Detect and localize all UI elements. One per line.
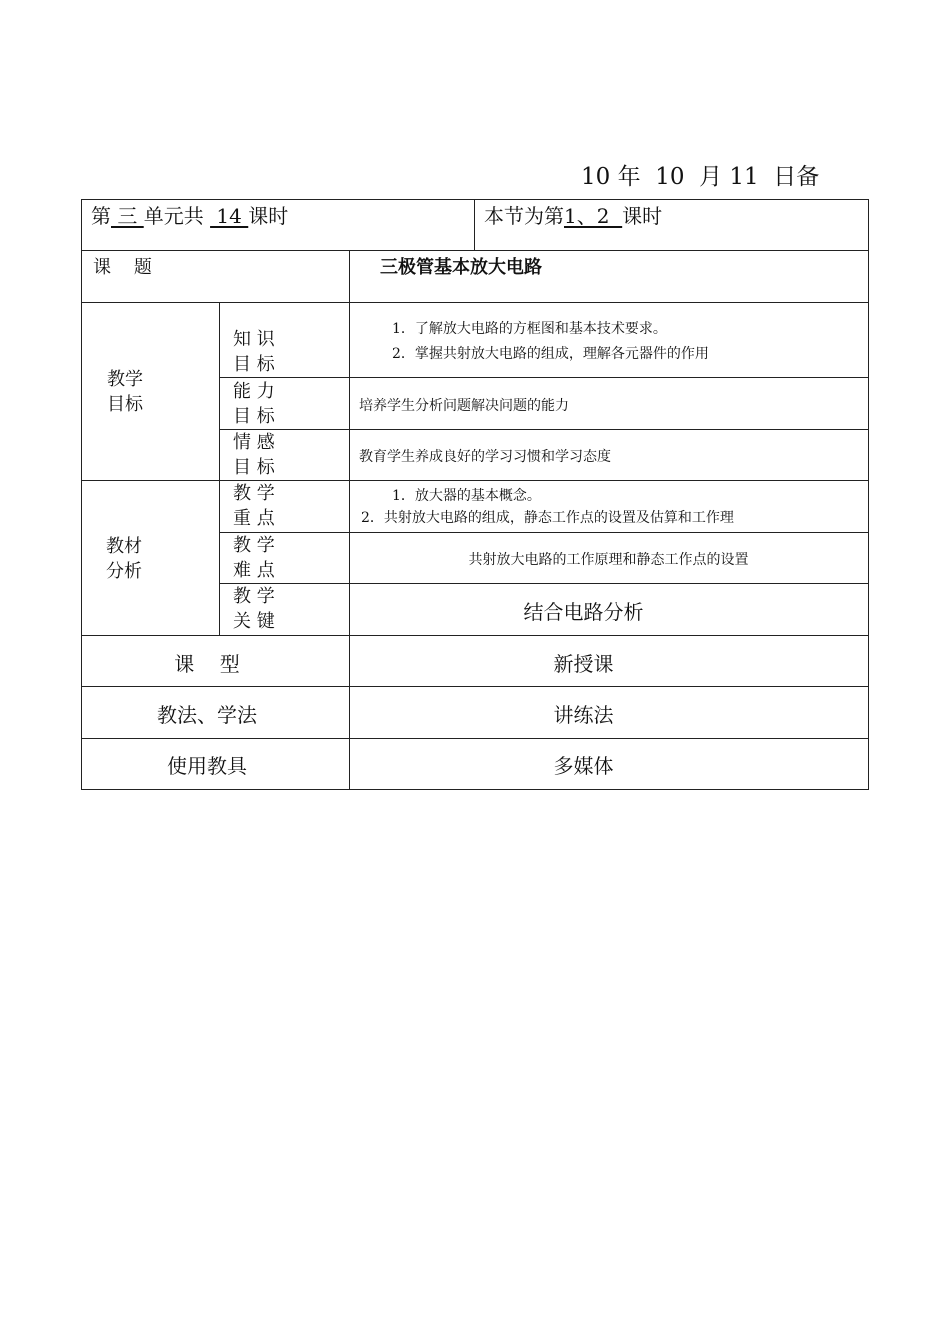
topic-label: 课 题 bbox=[93, 257, 152, 278]
unit-number: 三 bbox=[111, 204, 144, 228]
focus-label-line2: 重 点 bbox=[233, 508, 275, 529]
unit-prefix: 第 bbox=[91, 204, 111, 228]
unit-mid: 单元共 bbox=[143, 204, 211, 228]
difficulty-label-line1: 教 学 bbox=[233, 535, 275, 556]
emotion-goal-label bbox=[233, 430, 275, 480]
knowledge-item-2: 2．掌握共射放大电路的组成，理解各元器件的作用 bbox=[392, 346, 709, 362]
knowledge-label-line2: 目 标 bbox=[233, 354, 275, 375]
analysis-label bbox=[106, 534, 142, 584]
emotion-label-line2: 目 标 bbox=[233, 457, 275, 478]
section-suffix: 课时 bbox=[622, 204, 663, 228]
key-label-line1: 教 学 bbox=[233, 586, 275, 607]
focus-label-line1: 教 学 bbox=[233, 483, 275, 504]
knowledge-goal-label bbox=[233, 327, 275, 377]
key-label-line2: 关 键 bbox=[233, 611, 275, 632]
analysis-label-line2: 分析 bbox=[106, 561, 142, 582]
unit-suffix: 课时 bbox=[248, 204, 289, 228]
tools-value: 多媒体 bbox=[553, 754, 614, 778]
date-line: 10 年 10 月 11 日备 bbox=[581, 164, 820, 190]
focus-item-1: 1．放大器的基本概念。 bbox=[392, 488, 541, 504]
section-number: 1、2 bbox=[564, 204, 623, 228]
type-value: 新授课 bbox=[553, 652, 614, 676]
topic-value: 三极管基本放大电路 bbox=[380, 257, 542, 278]
ability-label-line2: 目 标 bbox=[233, 406, 275, 427]
key-text: 结合电路分析 bbox=[523, 600, 644, 624]
goals-label-line1: 教学 bbox=[107, 369, 143, 390]
unit-info bbox=[91, 200, 288, 229]
ability-goal-label bbox=[233, 379, 275, 429]
difficulty-label-line2: 难 点 bbox=[233, 560, 275, 581]
goals-label bbox=[107, 367, 143, 417]
total-hours: 14 bbox=[210, 204, 249, 228]
ability-goal-text: 培养学生分析问题解决问题的能力 bbox=[359, 398, 569, 414]
focus-label bbox=[233, 481, 275, 531]
section-info bbox=[484, 200, 662, 229]
emotion-label-line1: 情 感 bbox=[233, 432, 275, 453]
tools-label: 使用教具 bbox=[167, 754, 247, 778]
method-value: 讲练法 bbox=[553, 703, 614, 727]
section-prefix: 本节为第 bbox=[484, 204, 564, 228]
knowledge-item-1: 1．了解放大电路的方框图和基本技术要求。 bbox=[392, 321, 667, 337]
type-label: 课 型 bbox=[174, 652, 240, 676]
knowledge-label-line1: 知 识 bbox=[233, 329, 275, 350]
focus-item-2: 2．共射放大电路的组成，静态工作点的设置及估算和工作理 bbox=[361, 510, 734, 526]
difficulty-label bbox=[233, 533, 275, 583]
goals-label-line2: 目标 bbox=[107, 394, 143, 415]
difficulty-text: 共射放大电路的工作原理和静态工作点的设置 bbox=[468, 552, 749, 568]
ability-label-line1: 能 力 bbox=[233, 381, 275, 402]
analysis-label-line1: 教材 bbox=[106, 536, 142, 557]
emotion-goal-text: 教育学生养成良好的学习习惯和学习态度 bbox=[359, 449, 611, 465]
key-label bbox=[233, 584, 275, 634]
method-label: 教法、学法 bbox=[157, 703, 257, 727]
